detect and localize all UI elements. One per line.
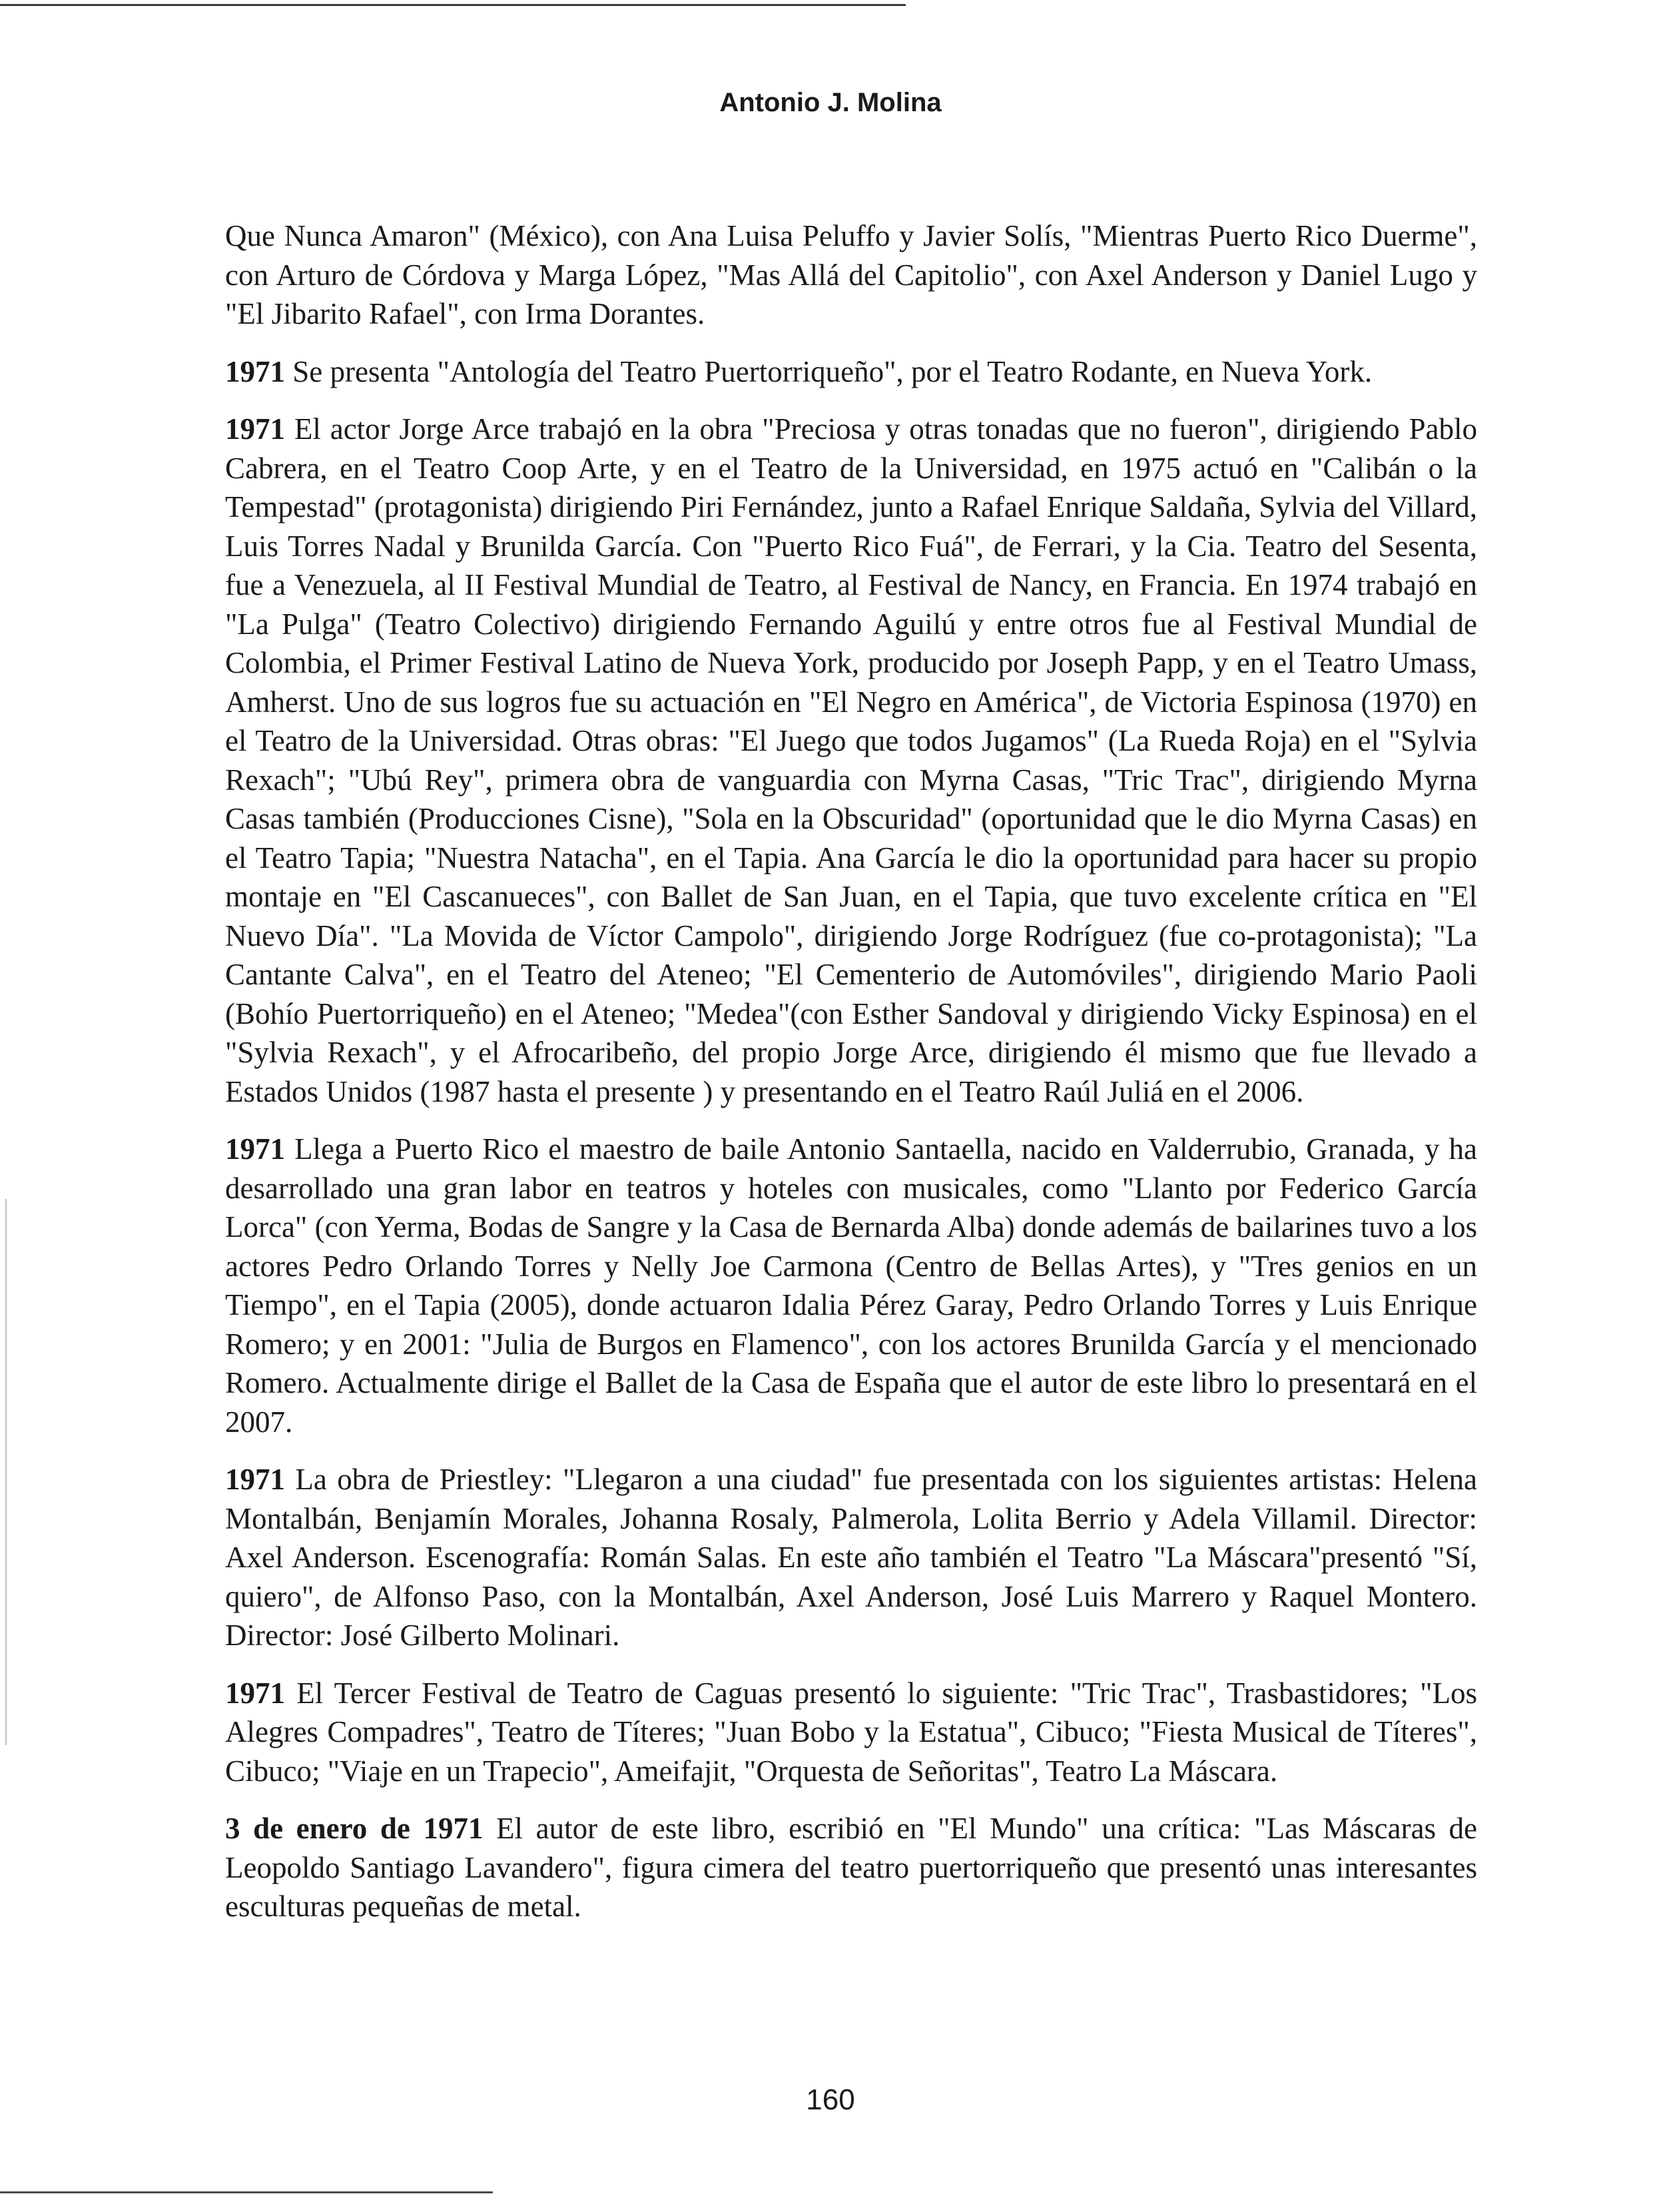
paragraph-4-text: Llega a Puerto Rico el maestro de baile Antonio Santaella, nacido en Valderrubio, Granada, y ha desarrollado una gran labor en teatros y hoteles con musicales, como "Llanto por Federico García Lorca" (con Yerma, Bodas de Sangre y la Casa de Bernarda Alba) donde además de bailarines tuvo a los actores Pedro Orlando Torres y Nelly Joe Carmona (Centro de Bellas Artes), y "Tres genios en un Tiempo", en el Tapia (2005), donde actuaron Idalia Pérez Garay, Pedro Orlando Torres y Luis Enrique Romero; y en 2001: "Julia de Burgos en Flamenco", con los actores Brunilda García y el mencionado Romero. Actualmente dirige el Ballet de la Casa de España que el autor de este libro lo presentará en el 2007. xyxy=(225,1132,1477,1439)
paragraph-6 xyxy=(225,1674,1477,1791)
paragraph-3-text: El actor Jorge Arce trabajó en la obra "Preciosa y otras tonadas que no fueron", dirigiendo Pablo Cabrera, en el Teatro Coop Arte, y en el Teatro de la Universidad, en 1975 actuó en "Calibán o la Tempestad" (protagonista) dirigiendo Piri Fernández, junto a Rafael Enrique Saldaña, Sylvia del Villard, Luis Torres Nadal y Brunilda García. Con "Puerto Rico Fuá", de Ferrari, y la Cia. Teatro del Sesenta, fue a Venezuela, al II Festival Mundial de Teatro, al Festival de Nancy, en Francia. En 1974 trabajó en "La Pulga" (Teatro Colectivo) dirigiendo Fernando Aguilú y entre otros fue al Festival Mundial de Colombia, el Primer Festival Latino de Nueva York, producido por Joseph Papp, y en el Teatro Umass, Amherst. Uno de sus logros fue su actuación en "El Negro en América", de Victoria Espinosa (1970) en el Teatro de la Universidad. Otras obras: "El Juego que todos Jugamos" (La Rueda Roja) en el "Sylvia Rexach"; "Ubú Rey", primera obra de vanguardia con Myrna Casas, "Tric Trac", dirigiendo Myrna Casas también (Producciones Cisne), "Sola en la Obscuridad" (oportunidad que le dio Myrna Casas) en el Teatro Tapia; "Nuestra Natacha", en el Tapia. Ana García le dio la oportunidad para hacer su propio montaje en "El Cascanueces", con Ballet de San Juan, en el Tapia, que tuvo excelente crítica en "El Nuevo Día". "La Movida de Víctor Campolo", dirigiendo Jorge Rodríguez (fue co-protagonista); "La Cantante Calva", en el Teatro del Ateneo; "El Cementerio de Automóviles", dirigiendo Mario Paoli (Bohío Puertorriqueño) en el Ateneo; "Medea"(con Esther Sandoval y dirigiendo Vicky Espinosa) en el "Sylvia Rexach", y el Afrocaribeño, del propio Jorge Arce, dirigiendo él mismo que fue llevado a Estados Unidos (1987 hasta el presente ) y presentando en el Teatro Raúl Juliá en el 2006. xyxy=(225,412,1477,1108)
paragraph-2 xyxy=(225,352,1477,392)
page-number: 160 xyxy=(806,2083,855,2116)
paragraph-2-lead: 1971 xyxy=(225,354,285,388)
paragraph-4-lead: 1971 xyxy=(225,1132,285,1166)
paragraph-5 xyxy=(225,1460,1477,1655)
top-scan-rule xyxy=(0,4,906,6)
paragraph-3 xyxy=(225,410,1477,1111)
bottom-scan-rule xyxy=(0,2191,493,2193)
paragraph-3-lead: 1971 xyxy=(225,412,285,446)
paragraph-1 xyxy=(225,216,1477,334)
paragraph-6-text: El Tercer Festival de Teatro de Caguas presentó lo siguiente: "Tric Trac", Trasbastidores; "Los Alegres Compadres", Teatro de Títeres; "Juan Bobo y la Estatua", Cibuco; "Fiesta Musical de Títeres", Cibuco; "Viaje en un Trapecio", Ameifajit, "Orquesta de Señoritas", Teatro La Máscara. xyxy=(225,1676,1477,1788)
running-head: Antonio J. Molina xyxy=(719,88,942,117)
paragraph-7 xyxy=(225,1809,1477,1926)
paragraph-5-lead: 1971 xyxy=(225,1463,285,1496)
paragraph-6-lead: 1971 xyxy=(225,1676,285,1710)
paragraph-2-text: Se presenta "Antología del Teatro Puertorriqueño", por el Teatro Rodante, en Nueva York. xyxy=(285,354,1373,388)
paragraph-4 xyxy=(225,1130,1477,1441)
left-scan-rule xyxy=(5,1199,7,1745)
paragraph-5-text: La obra de Priestley: "Llegaron a una ciudad" fue presentada con los siguientes artistas: Helena Montalbán, Benjamín Morales, Johanna Rosaly, Palmerola, Lolita Berrio y Adela Villamil. Director: Axel Anderson. Escenografía: Román Salas. En este año también el Teatro "La Máscara"presentó "Sí, quiero", de Alfonso Paso, con la Montalbán, Axel Anderson, José Luis Marrero y Raquel Montero. Director: José Gilberto Molinari. xyxy=(225,1463,1477,1652)
paragraph-7-lead: 3 de enero de 1971 xyxy=(225,1812,484,1845)
page-body xyxy=(225,216,1477,1945)
paragraph-1-text: Que Nunca Amaron" (México), con Ana Luisa Peluffo y Javier Solís, "Mientras Puerto Rico Duerme", con Arturo de Córdova y Marga López, "Mas Allá del Capitolio", con Axel Anderson y Daniel Lugo y "El Jibarito Rafael", con Irma Dorantes. xyxy=(225,219,1477,330)
paragraph-7-text: El autor de este libro, escribió en "El Mundo" una crítica: "Las Máscaras de Leopoldo Santiago Lavandero", figura cimera del teatro puertorriqueño que presentó unas interesantes esculturas pequeñas de metal. xyxy=(225,1812,1478,1923)
